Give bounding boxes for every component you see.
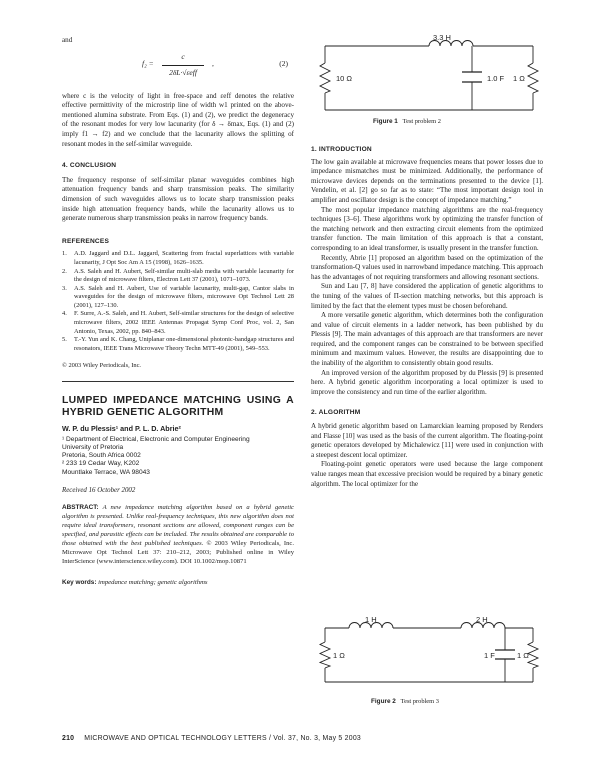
article-title: LUMPED IMPEDANCE MATCHING USING A HYBRID GENETIC ALGORITHM [62, 395, 294, 418]
algorithm-paragraph: Floating-point genetic operators were used because the large component value ranges mean that excessive precision would be required by a binary genetic algorithm. The local optimizer for the [311, 460, 543, 488]
affiliation-line: ¹ Department of Electrical, Electronic and Computer Engineering [62, 435, 250, 443]
article-header [62, 381, 294, 587]
figure2-label-r-left: 1 Ω [333, 651, 345, 660]
reference-item: 1. A.D. Jaggard and D.L. Jaggard, Scattering from fractal superlattices with variable lacunarity, J Opt Soc Am A 15 (1998), 1626–1635. [62, 250, 294, 266]
intro-paragraph: Sun and Lau [7, 8] have considered the application of genetic algorithms to the tuning of the values of Π-section matching networks, but this approach is limited by the fact that the element types must be chosen beforehand. [311, 282, 543, 310]
affiliation-line: ² 233 19 Cedar Way, K202 [62, 460, 140, 468]
page-number: 210 [62, 735, 75, 742]
figure1-resistor-left [320, 63, 330, 93]
figure1-caption-label: Figure 1 [373, 118, 398, 125]
equation-denominator: 2δL·√εeff [169, 67, 197, 77]
keywords [62, 578, 294, 588]
abstract [62, 504, 294, 566]
references-heading: REFERENCES [62, 237, 110, 245]
figure2-label-inductor-2: 2 H [476, 615, 488, 624]
right-column [311, 145, 543, 489]
figure1-label-inductor: 3.3 H [433, 33, 451, 42]
fraction-bar [162, 65, 204, 66]
abstract-label: ABSTRACT: [62, 504, 99, 512]
keywords-text: impedance matching; genetic algorithms [98, 578, 208, 586]
algorithm-paragraph: A hybrid genetic algorithm based on Lamarckian learning proposed by Renders and Flasse [10] was used as the basis of the current algorithm. The floating-point genetic operators developed by Michalewicz [11] were used in conjunction with a steepest descent local optimizer. [311, 422, 543, 459]
figure1-caption-text: Test problem 2 [402, 118, 441, 125]
keywords-label: Key words: [62, 578, 97, 586]
equation-2 [62, 50, 294, 84]
journal-citation: MICROWAVE AND OPTICAL TECHNOLOGY LETTERS / Vol. 37, No. 3, May 5 2003 [84, 735, 361, 742]
received-date: Received 16 October 2002 [62, 486, 136, 494]
paragraph-after-equation: where c is the velocity of light in free-space and εeff denotes the relative effective permittivity of the microstrip line of width w1 printed on the above-mentioned alumina substrate. From Eqs. (1) and (2), we predict the degeneracy of the resonant modes for very low lacunarity (for δ → δmax, Eqs. (1) and (2) imply f1 → f2) and we conclude that the lacunarity allows the splitting of resonant modes in the self-similar waveguide. [62, 91, 294, 148]
equation-number: (2) [279, 58, 288, 68]
equation-numerator: c [181, 51, 185, 61]
intro-paragraph: A more versatile genetic algorithm, which determines both the configuration and value of circuit elements in a ladder network, has been published by du Plessis [9]. The main advantages of this approach are that transformers are never required, and the component ranges can be constrained to be between specified minimum and maximum values. However, the results are disappointing due to the inability of the algorithm to consistently obtain good results. [311, 311, 543, 368]
reference-item: 3. A.S. Saleh and H. Aubert, Use of variable lacunarity, multi-gap, Cantor slabs in waveguides for the design of microwave filters, microwave Opt Technol Lett 28 (2001), 127–130. [62, 284, 294, 309]
intro-paragraph: The most popular impedance matching algorithms are the real-frequency techniques [3–6]. These algorithms work by optimizing the transfer function of the matching network and then extracting circuit elements from the optimized transfer function. The main limitation of this approach is that a constant, corresponding to an ideal transformer, is usually present in the transfer function. [311, 205, 543, 252]
figure2-resistor-right [528, 642, 538, 668]
figure2-caption [371, 698, 439, 705]
reference-item: 5. T.-Y. Yun and K. Chang, Uniplanar one-dimensional photonic-bandgap structures and resonators, IEEE Trans Microwave Theory Techn MTT-49 (2001), 549–553. [62, 336, 294, 352]
affiliation-line: Mountlake Terrace, WA 98043 [62, 468, 150, 476]
algorithm-heading: 2. ALGORITHM [311, 409, 361, 417]
left-column [62, 36, 294, 587]
equation-lhs: f₂ = [142, 58, 154, 68]
conclusion-text: The frequency response of self-similar planar waveguides combines high attenuation frequency bands and sharp transmission peaks. The similarity dimension of such waveguides allows us to locate sharp transmission peaks inside high attenuation frequency bands, while the lacunarity allows us to generate numerous sharp transmission peaks in narrow frequency bands. [62, 175, 294, 223]
figure1-resistor-right [528, 63, 538, 93]
figure2-resistor-left [320, 642, 330, 668]
intro-paragraph: An improved version of the algorithm proposed by du Plessis [9] is presented here. A hybrid genetic algorithm incorporating a local optimizer is used to improve the consistency and run time of the earlier algorithm. [311, 368, 543, 396]
figure2-caption-label: Figure 2 [371, 698, 396, 705]
introduction-heading: 1. INTRODUCTION [311, 146, 372, 153]
figure2-label-capacitor: 1 F [484, 651, 495, 660]
intro-paragraph: The low gain available at microwave frequencies means that power losses due to impedance mismatches must be minimized. Additionally, the performance of microwave devices depends on the terminations presented to the device [1]. Vendelin, et al. [2] go so far as to state: “The most important design tool in amplifier and oscillator design is the concept of impedance matching.” [311, 157, 543, 204]
reference-item: 2. A.S. Saleh and H. Aubert, Self-similar multi-slab media with variable lacunarity for the design of microwave filters, Electron Lett 37 (2001), 1071–1073. [62, 267, 294, 284]
abstract-citation: © 2003 Wiley Periodicals, Inc. Microwave Opt Technol Lett 37: 210–212, 2003; Published online in Wiley InterScience (www.interscience.wiley.com). DOI 10.1002/mop.10871 [62, 540, 294, 565]
lead-in-text: and [62, 36, 73, 44]
reference-item: 4. F. Surre, A.-S. Saleh, and H. Aubert, Self-similar structures for the design of selective microwave filters, 2002 IEEE Antennas Propagat Symp Conf Proc, vol. 2, San Antonio, Texas, 2002, pp. 840–843. [62, 310, 294, 335]
article-authors: W. P. du Plessis¹ and P. L. D. Abrie² [62, 424, 181, 434]
figure1-circuit [311, 30, 547, 114]
intro-paragraph: Recently, Abrie [1] proposed an algorithm based on the optimization of the transformation-Q values used in narrowband impedance matching. This approach has the advantages of not requiring transformers and allowing resonant sections. [311, 253, 543, 281]
conclusion-heading: 4. CONCLUSION [62, 162, 117, 170]
figure1-label-r-left: 10 Ω [336, 74, 353, 83]
page-footer [62, 735, 361, 742]
copyright-notice: © 2003 Wiley Periodicals, Inc. [62, 362, 142, 370]
affiliation-block [62, 436, 294, 477]
equation-tail: , [212, 58, 214, 68]
figure1-label-r-right: 1 Ω [513, 74, 525, 83]
figure2-label-inductor-1: 1 H [365, 615, 377, 624]
figure1-label-capacitor: 1.0 F [487, 74, 505, 83]
figure2-label-r-right: 1 Ω [517, 651, 529, 660]
figure2-caption-text: Test problem 3 [400, 698, 439, 705]
references-list [62, 250, 294, 353]
figure2-circuit [311, 614, 547, 686]
figure1-caption [373, 118, 441, 125]
affiliation-line: University of Pretoria [62, 444, 124, 452]
abstract-text: A new impedance matching algorithm based on a hybrid genetic algorithm is presented. Unlike real-frequency techniques, this new algorithm does not require ideal transformers, resonant sections are allowed, component ranges can be specified, and parasitic effects can be included. The results obtained are comparable to those obtained with the best published techniques. [62, 504, 294, 548]
affiliation-line: Pretoria, South Africa 0002 [62, 452, 141, 460]
